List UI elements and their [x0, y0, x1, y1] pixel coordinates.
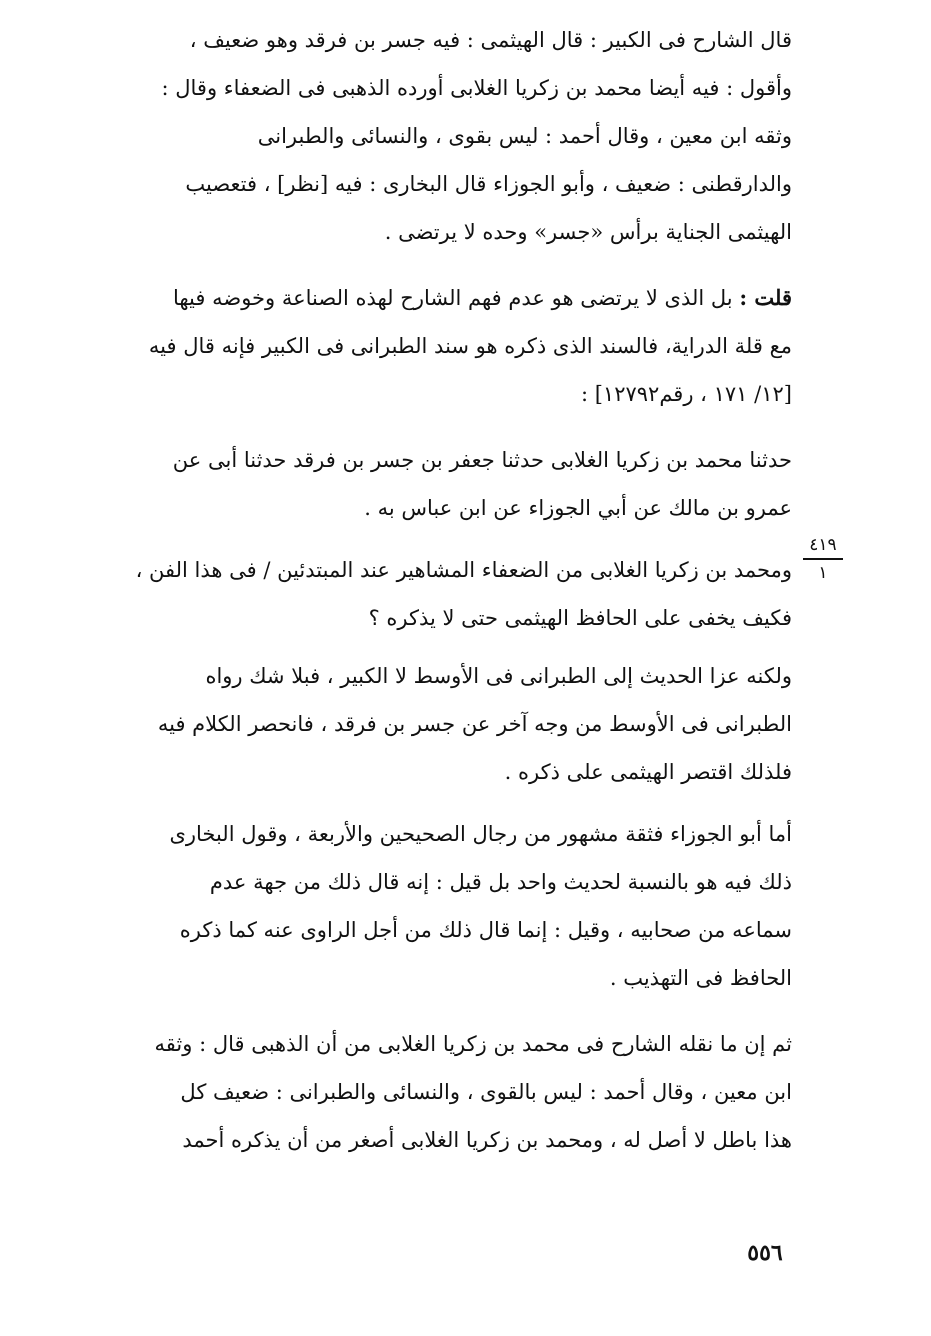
- paragraph-2: [90, 274, 792, 418]
- paragraph-4: [90, 546, 792, 642]
- paragraph-1: [90, 16, 792, 256]
- page-number: ٥٥٦: [747, 1240, 783, 1266]
- text-line: هذا باطل لا أصل له ، ومحمد بن زكريا الغلابى أصغر من أن يذكره أحمد: [182, 1128, 792, 1152]
- text-line: فلذلك اقتصر الهيثمى على ذكره .: [504, 760, 792, 784]
- text-line: الطبرانى فى الأوسط من وجه آخر عن جسر بن فرقد ، فانحصر الكلام فيه: [157, 712, 792, 736]
- text-line: فكيف يخفى على الحافظ الهيثمى حتى لا يذكره ؟: [368, 606, 792, 630]
- text-line: الحافظ فى التهذيب .: [609, 966, 792, 990]
- text-line: الهيثمى الجناية برأس «جسر» وحده لا يرتضى .: [384, 220, 792, 244]
- text-line: ولكنه عزا الحديث إلى الطبرانى فى الأوسط لا الكبير ، فبلا شك رواه: [205, 664, 792, 688]
- text-line: حدثنا محمد بن زكريا الغلابى حدثنا جعفر بن جسر بن فرقد حدثنا أبى عن: [172, 448, 792, 472]
- text-line: [١٢/ ١٧١ ، رقم١٢٧٩٢] :: [580, 382, 792, 406]
- paragraph-3: [90, 436, 792, 532]
- margin-note-top: ٤١٩: [809, 535, 837, 555]
- paragraph-6: [90, 810, 792, 1002]
- paragraph-5: [90, 652, 792, 796]
- margin-rule: [803, 558, 843, 560]
- text-line: سماعه من صحابيه ، وقيل : إنما قال ذلك من أجل الراوى عنه كما ذكره: [179, 918, 792, 942]
- margin-page-reference: [798, 534, 848, 584]
- text-line: مع قلة الدراية، فالسند الذى ذكره هو سند الطبرانى فى الكبير فإنه قال فيه: [148, 334, 792, 358]
- margin-note-bottom: ١: [818, 563, 828, 583]
- text-line: عمرو بن مالك عن أبي الجوزاء عن ابن عباس به .: [364, 496, 792, 520]
- text-line: ابن معين ، وقال أحمد : ليس بالقوى ، والنسائى والطبرانى : ضعيف كل: [180, 1080, 792, 1104]
- bold-lead-word: قلت :: [739, 285, 792, 310]
- text-line: ذلك فيه هو بالنسبة لحديث واحد بل قيل : إنه قال ذلك من جهة عدم: [209, 870, 792, 894]
- text-line: قال الشارح فى الكبير : قال الهيثمى : فيه جسر بن فرقد وهو ضعيف ،: [189, 28, 792, 52]
- text-line: وثقه ابن معين ، وقال أحمد : ليس بقوى ، والنسائى والطبرانى: [257, 124, 792, 148]
- text-line: أما أبو الجوزاء فثقة مشهور من رجال الصحيحين والأربعة ، وقول البخارى: [169, 822, 792, 846]
- text-fragment: بل الذى لا يرتضى هو عدم فهم الشارح لهذه الصناعة وخوضه فيها: [172, 286, 740, 310]
- text-line: [90, 274, 792, 322]
- text-line: والدارقطنى : ضعيف ، وأبو الجوزاء قال البخارى : فيه [نظر] ، فتعصيب: [185, 172, 792, 196]
- text-line: ومحمد بن زكريا الغلابى من الضعفاء المشاهير عند المبتدئين / فى هذا الفن ،: [135, 558, 792, 582]
- text-line: وأقول : فيه أيضا محمد بن زكريا الغلابى أورده الذهبى فى الضعفاء وقال :: [161, 76, 792, 100]
- paragraph-7: [90, 1020, 792, 1164]
- text-line: ثم إن ما نقله الشارح فى محمد بن زكريا الغلابى من أن الذهبى قال : وثقه: [154, 1032, 792, 1056]
